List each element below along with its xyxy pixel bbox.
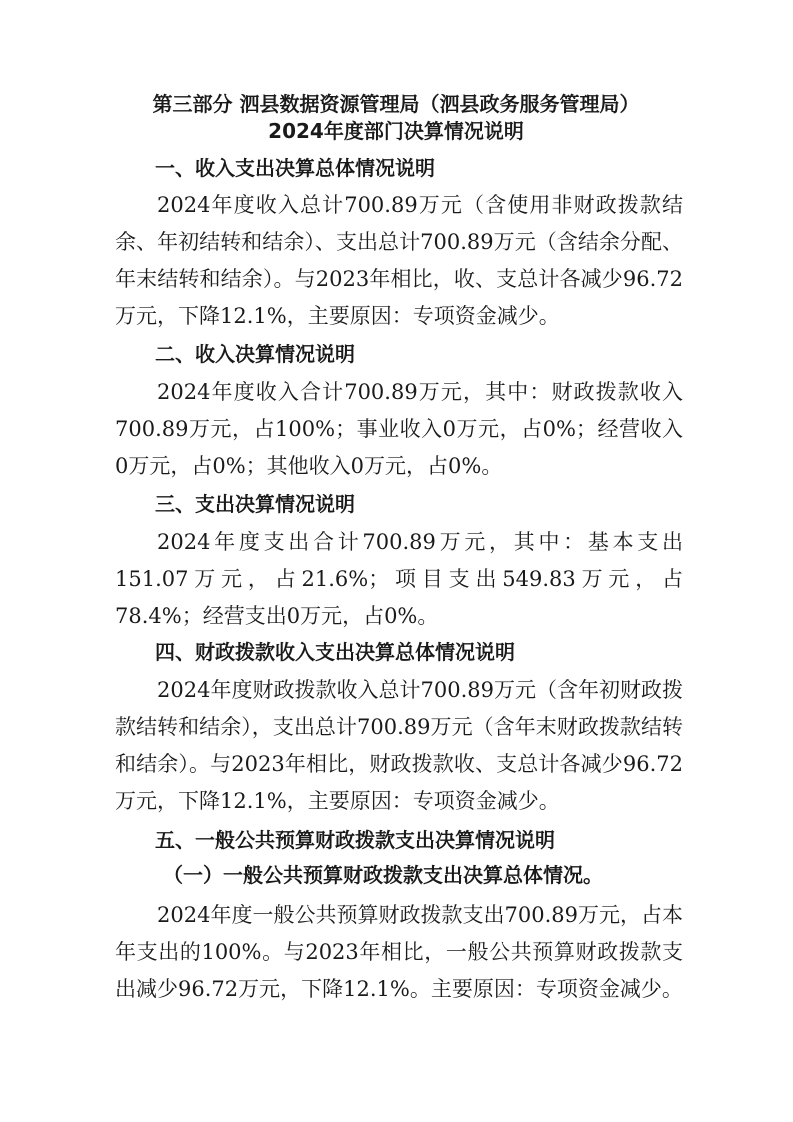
section-heading-4: 四、财政拨款收入支出决算总体情况说明 xyxy=(155,640,515,664)
section-heading-1: 一、收入支出决算总体情况说明 xyxy=(155,156,435,180)
section-paragraph-5: 2024年度一般公共预算财政拨款支出700.89万元，占本年支出的100%。与2023年相比，一般公共预算财政拨款支出减少96.72万元，下降12.1%。主要原因：专项资金减少。 xyxy=(115,903,683,1001)
document-title: 第三部分 泗县数据资源管理局（泗县政务服务管理局） xyxy=(152,92,640,116)
section-paragraph-1: 2024年度收入总计700.89万元（含使用非财政拨款结余、年初结转和结余）、支出总计700.89万元（含结余分配、年末结转和结余）。与2023年相比，收、支总计各减少96.72万元，下降12.1%，主要原因：专项资金减少。 xyxy=(115,193,683,328)
section-paragraph-4: 2024年度财政拨款收入总计700.89万元（含年初财政拨款结转和结余），支出总计700.89万元（含年末财政拨款结转和结余）。与2023年相比，财政拨款收、支总计各减少96.72万元，下降12.1%，主要原因：专项资金减少。 xyxy=(115,678,683,813)
section-heading-5: 五、一般公共预算财政拨款支出决算情况说明 xyxy=(155,828,555,852)
section-paragraph-2: 2024年度收入合计700.89万元，其中：财政拨款收入700.89万元，占100%；事业收入0万元，占0%；经营收入0万元，占0%；其他收入0万元，占0%。 xyxy=(115,380,683,478)
subsection-heading-5-1: （一）一般公共预算财政拨款支出决算总体情况。 xyxy=(163,863,603,887)
section-heading-2: 二、收入决算情况说明 xyxy=(155,342,355,366)
section-paragraph-3: 2024年度支出合计700.89万元，其中：基本支出151.07万元，占21.6%；项目支出549.83万元，占78.4%；经营支出0万元，占0%。 xyxy=(115,530,683,628)
section-heading-3: 三、支出决算情况说明 xyxy=(155,492,355,516)
document-subtitle: 2024年度部门决算情况说明 xyxy=(268,119,524,143)
